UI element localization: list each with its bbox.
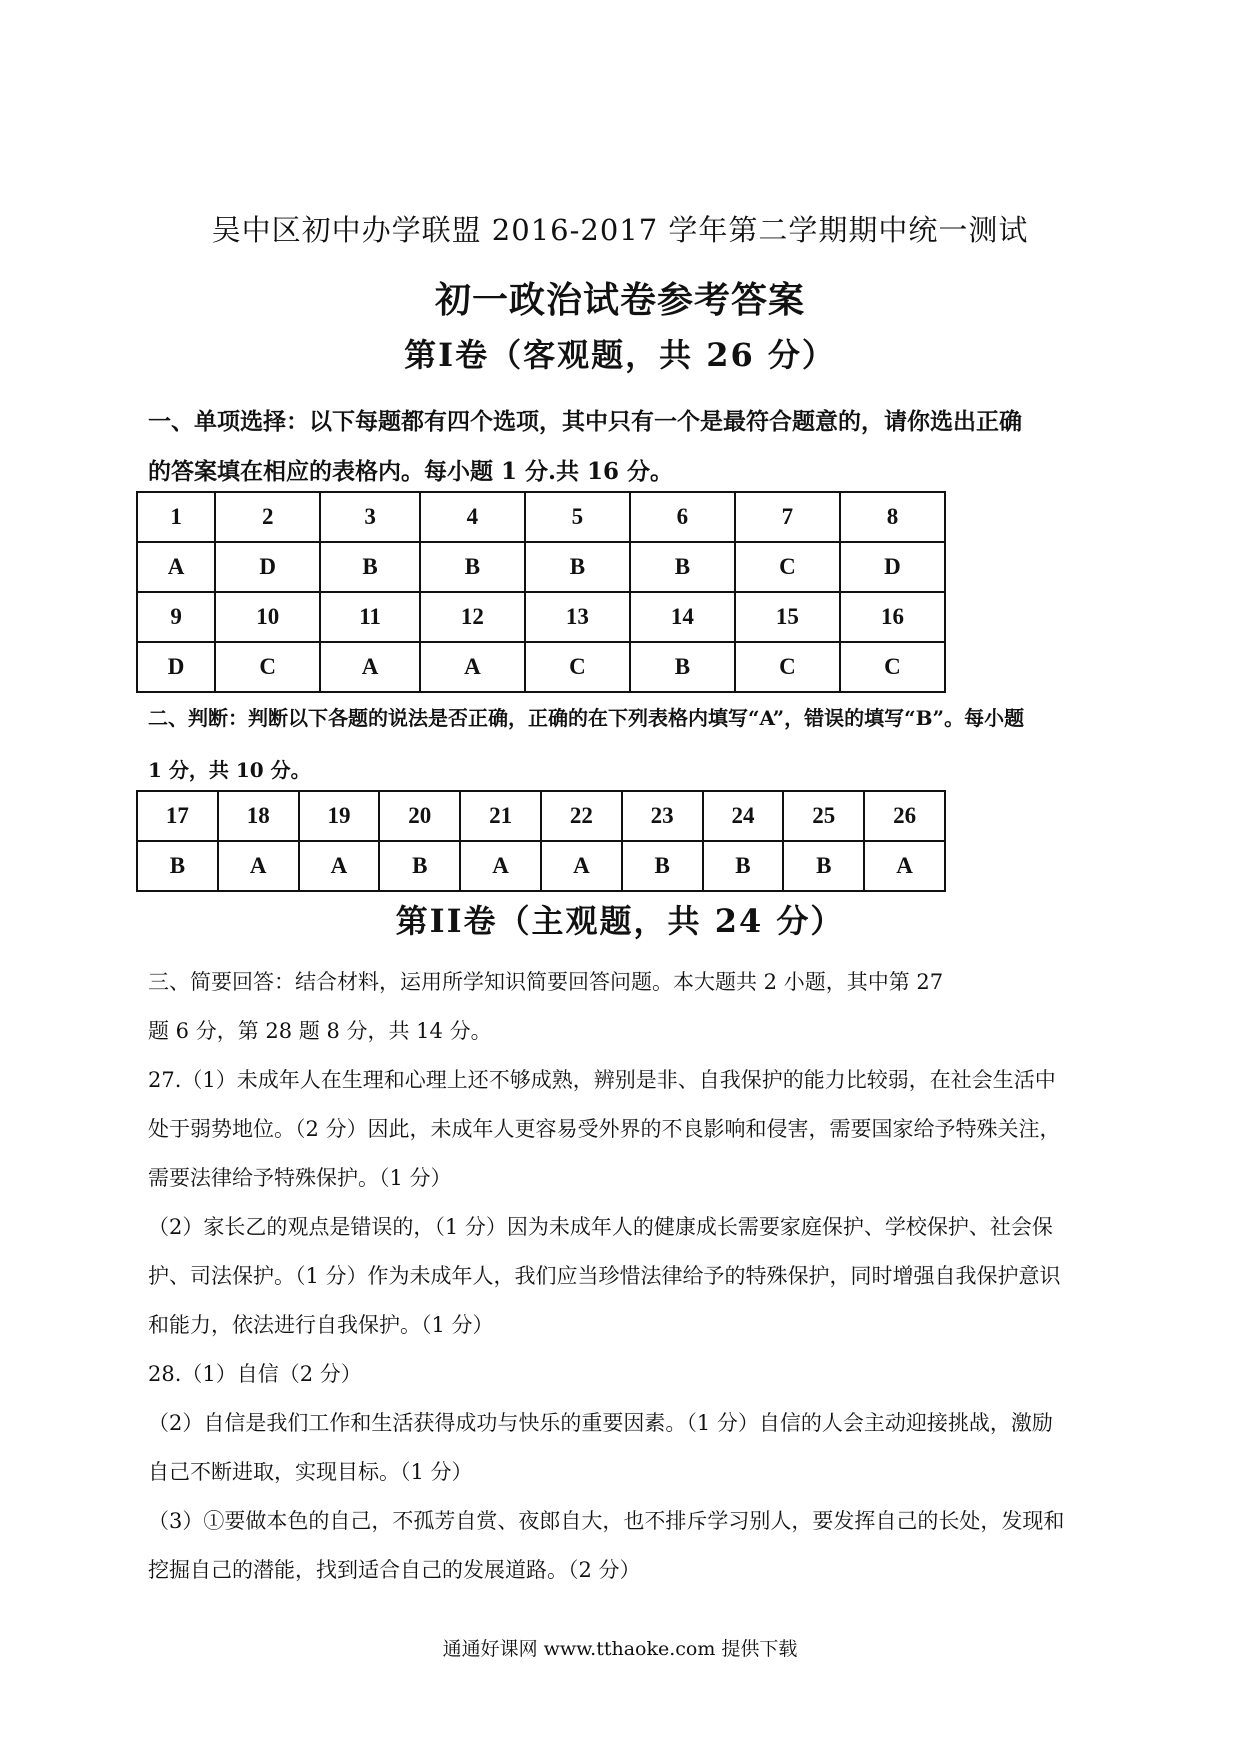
answer-line: 处于弱势地位。（2 分）因此，未成年人更容易受外界的不良影响和侵害，需要国家给予特殊关注， xyxy=(148,1117,1061,1141)
answer-line: 和能力，依法进行自我保护。（1 分） xyxy=(148,1313,494,1337)
answer-cell: B xyxy=(630,542,735,592)
question-number: 6 xyxy=(630,492,735,542)
question-number: 16 xyxy=(840,592,945,642)
table-row xyxy=(137,642,945,692)
question-number: 24 xyxy=(703,791,784,841)
answer-cell: D xyxy=(137,642,215,692)
question-number: 22 xyxy=(541,791,622,841)
choice-answer-table xyxy=(136,491,946,693)
answer-cell: A xyxy=(299,841,380,891)
answer-line: 自己不断进取，实现目标。（1 分） xyxy=(148,1460,473,1484)
question-number: 2 xyxy=(215,492,320,542)
answer-cell: C xyxy=(735,642,840,692)
answer-cell: B xyxy=(379,841,460,891)
answer-line: （2）家长乙的观点是错误的，（1 分）因为未成年人的健康成长需要家庭保护、学校保护、社会保 xyxy=(148,1215,1053,1239)
answer-cell: C xyxy=(525,642,630,692)
question-number: 17 xyxy=(137,791,218,841)
answer-line: （2）自信是我们工作和生活获得成功与快乐的重要因素。（1 分）自信的人会主动迎接挑战，激励 xyxy=(148,1411,1053,1435)
table-row xyxy=(137,841,945,891)
question-number: 10 xyxy=(215,592,320,642)
answer-text-block xyxy=(148,1056,1098,1595)
question-number: 1 xyxy=(137,492,215,542)
table-row xyxy=(137,592,945,642)
answer-cell: B xyxy=(630,642,735,692)
answer-cell: D xyxy=(215,542,320,592)
answer-cell: B xyxy=(622,841,703,891)
answer-line: 27.（1）未成年人在生理和心理上还不够成熟，辨别是非、自我保护的能力比较弱，在社会生活中 xyxy=(148,1068,1056,1092)
question-number: 15 xyxy=(735,592,840,642)
question-number: 5 xyxy=(525,492,630,542)
page-title: 初一政治试卷参考答案 xyxy=(434,279,805,321)
intro-line: 三、简要回答：结合材料，运用所学知识简要回答问题。本大题共 2 小题，其中第 27 xyxy=(148,970,944,994)
judge-instruction-line: 1 分，共 10 分。 xyxy=(148,758,311,782)
question-number: 20 xyxy=(379,791,460,841)
answer-cell: A xyxy=(137,542,215,592)
answer-line: 挖掘自己的潜能，找到适合自己的发展道路。（2 分） xyxy=(148,1558,641,1582)
answer-cell: A xyxy=(218,841,299,891)
question-number: 7 xyxy=(735,492,840,542)
answer-cell: B xyxy=(320,542,420,592)
question-number: 3 xyxy=(320,492,420,542)
answer-cell: B xyxy=(137,841,218,891)
exam-header: 吴中区初中办学联盟 2016-2017 学年第二学期期中统一测试 xyxy=(211,213,1029,247)
footer-credit: 通通好课网 www.tthaoke.com 提供下载 xyxy=(442,1638,798,1660)
answer-line: 28.（1）自信（2 分） xyxy=(148,1362,362,1386)
choice-instruction-line: 的答案填在相应的表格内。每小题 1 分.共 16 分。 xyxy=(148,458,674,485)
judge-instructions xyxy=(148,692,1108,796)
question-number: 8 xyxy=(840,492,945,542)
judge-instruction-line: 二、判断：判断以下各题的说法是否正确，正确的在下列表格内填写“A”，错误的填写“B”。每小题 xyxy=(148,706,1025,730)
question-number: 4 xyxy=(420,492,525,542)
answer-cell: A xyxy=(320,642,420,692)
intro-line: 题 6 分，第 28 题 8 分，共 14 分。 xyxy=(148,1019,492,1043)
part2-title: 第II卷（主观题，共 24 分） xyxy=(395,902,845,940)
choice-instruction-line: 一、单项选择：以下每题都有四个选项，其中只有一个是最符合题意的，请你选出正确 xyxy=(148,408,1022,435)
question-number: 14 xyxy=(630,592,735,642)
question-number: 18 xyxy=(218,791,299,841)
answer-line: 需要法律给予特殊保护。（1 分） xyxy=(148,1166,452,1190)
question-number: 11 xyxy=(320,592,420,642)
answer-cell: A xyxy=(420,642,525,692)
answer-cell: A xyxy=(864,841,945,891)
table-row xyxy=(137,791,945,841)
table-row xyxy=(137,492,945,542)
answer-cell: B xyxy=(420,542,525,592)
answer-cell: A xyxy=(541,841,622,891)
answer-cell: C xyxy=(735,542,840,592)
question-number: 19 xyxy=(299,791,380,841)
answer-cell: B xyxy=(783,841,864,891)
answer-cell: A xyxy=(460,841,541,891)
question-number: 13 xyxy=(525,592,630,642)
question-number: 25 xyxy=(783,791,864,841)
answer-cell: C xyxy=(840,642,945,692)
question-number: 23 xyxy=(622,791,703,841)
question-number: 26 xyxy=(864,791,945,841)
question-number: 12 xyxy=(420,592,525,642)
answer-cell: D xyxy=(840,542,945,592)
judge-answer-table xyxy=(136,790,946,892)
answer-line: 护、司法保护。（1 分）作为未成年人，我们应当珍惜法律给予的特殊保护，同时增强自我保护意识 xyxy=(148,1264,1061,1288)
answer-line: （3）①要做本色的自己，不孤芳自赏、夜郎自大，也不排斥学习别人，要发挥自己的长处，发现和 xyxy=(148,1509,1065,1533)
short-answer-intro xyxy=(148,958,1098,1056)
question-number: 9 xyxy=(137,592,215,642)
question-number: 21 xyxy=(460,791,541,841)
answer-cell: B xyxy=(525,542,630,592)
answer-cell: B xyxy=(703,841,784,891)
part1-title: 第Ⅰ卷（客观题，共 26 分） xyxy=(404,336,836,374)
answer-cell: C xyxy=(215,642,320,692)
table-row xyxy=(137,542,945,592)
choice-instructions xyxy=(148,397,1098,497)
